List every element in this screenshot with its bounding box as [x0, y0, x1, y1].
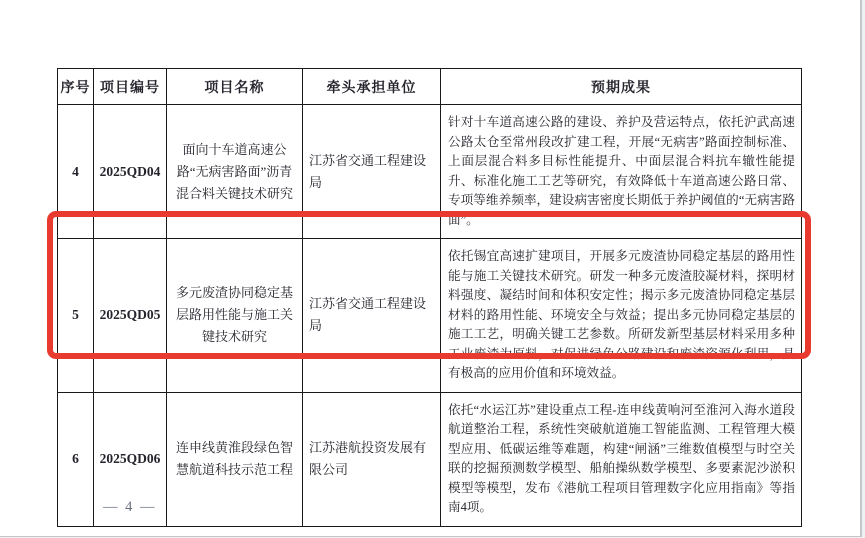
header-cell-result: 预期成果	[441, 69, 802, 105]
cell-expected-result: 针对十车道高速公路的建设、养护及营运特点，依托沪武高速公路太仓至常州段改扩建工程，开展“无病害”路面控制标准、上面层混合料多目标性能提升、中面层混合料抗车辙性能提升、标准化施工工艺等研究，有效降低十车道高速公路日常、专项等维养频率，建设病害密度长期低于养护阈值的“无病害路面”。	[441, 105, 802, 239]
cell-lead-unit: 江苏省交通工程建设局	[303, 105, 441, 239]
cell-expected-result: 依托“水运江苏”建设重点工程-连申线黄响河至淮河入海水道段航道整治工程，系统性突破航道施工智能监测、工程管理大模型应用、低碳运维等难题，构建“闸涵”三维数值模型与时空关联的挖掘预测数学模型、船舶操纵数学模型、多要素泥沙淤积模型等模型，发布《港航工程项目管理数字化应用指南》等指南4项。	[441, 392, 802, 526]
header-cell-unit: 牵头承担单位	[303, 69, 441, 105]
cell-project-code: 2025QD06	[94, 392, 167, 526]
cell-serial-number: 5	[58, 239, 94, 393]
table-row	[58, 392, 802, 526]
cell-project-name: 连申线黄淮段绿色智慧航道科技示范工程	[167, 392, 303, 526]
cell-project-name: 多元废渣协同稳定基层路用性能与施工关键技术研究	[167, 239, 303, 393]
projects-table	[57, 68, 802, 527]
cell-serial-number: 4	[58, 105, 94, 239]
page-number: — 4 —	[103, 499, 157, 515]
cell-expected-result: 依托锡宜高速扩建项目，开展多元废渣协同稳定基层的路用性能与施工关键技术研究。研发一种多元废渣胶凝材料，探明材料强度、凝结时间和体积安定性；揭示多元废渣协同稳定基层材料的路用性能、环境安全与效益；提出多元协同稳定基层的施工工艺，明确关键工艺参数。所研发新型基层材料采用多种工业废渣为原料，对促进绿色公路建设和废渣资源化利用，具有极高的应用价值和环境效益。	[441, 239, 802, 393]
cell-project-code: 2025QD05	[94, 239, 167, 393]
cell-lead-unit: 江苏省交通工程建设局	[303, 239, 441, 393]
table-row	[58, 105, 802, 239]
header-cell-no: 序号	[58, 69, 94, 105]
cell-project-code: 2025QD04	[94, 105, 167, 239]
cell-lead-unit: 江苏港航投资发展有限公司	[303, 392, 441, 526]
header-cell-name: 项目名称	[167, 69, 303, 105]
table-header-row	[58, 69, 802, 105]
cell-project-name: 面向十车道高速公路“无病害路面”沥青混合料关键技术研究	[167, 105, 303, 239]
table-row-highlighted	[58, 239, 802, 393]
header-cell-code: 项目编号	[94, 69, 167, 105]
cell-serial-number: 6	[58, 392, 94, 526]
